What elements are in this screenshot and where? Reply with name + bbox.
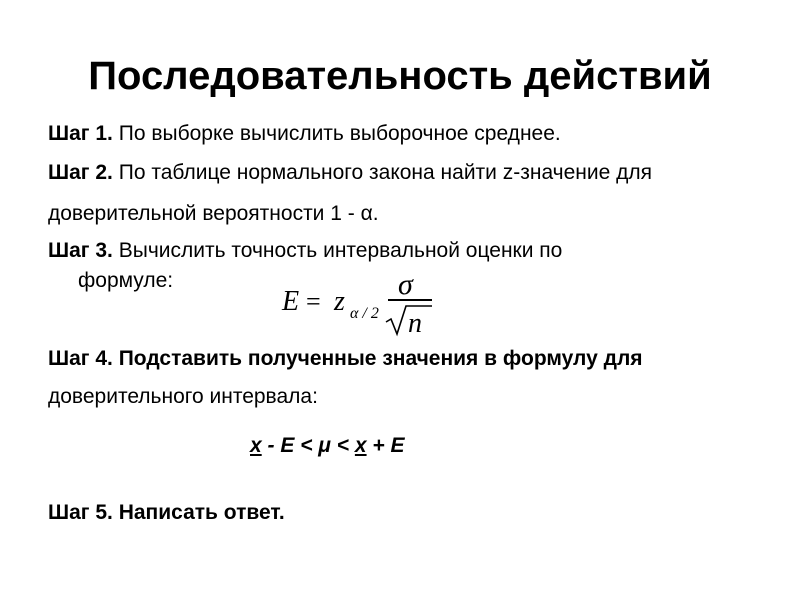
formula-sigma: σ	[398, 268, 413, 301]
formula-subscript: α / 2	[350, 305, 379, 322]
step-3-label: Шаг 3.	[48, 239, 113, 262]
step-1-text: По выборке вычислить выборочное среднее.	[112, 122, 561, 145]
step-4-continuation: доверительного интервала:	[48, 385, 318, 408]
inequality-end: + E	[366, 434, 405, 457]
step-5-line	[48, 500, 285, 526]
slide-title: Последовательность действий	[88, 54, 712, 98]
step-3-text: Вычислить точность интервальной оценки по	[112, 239, 563, 262]
sample-mean-x-left: x	[250, 434, 262, 457]
precision-formula	[280, 268, 440, 338]
formula-n: n	[408, 308, 422, 338]
formula-lhs: E	[282, 286, 300, 317]
step-2-label: Шаг 2.	[48, 161, 113, 184]
step-1-label: Шаг 1.	[48, 122, 113, 145]
formula-z: z	[334, 286, 345, 317]
step-4-line	[48, 346, 643, 372]
sample-mean-x-right: x	[354, 434, 367, 457]
confidence-interval-formula	[250, 434, 405, 458]
step-2-text: По таблице нормального закона найти z-значение для	[112, 161, 653, 184]
step-2-line	[48, 160, 652, 186]
step-4-text: Шаг 4. Подставить полученные значения в формулу для	[48, 347, 643, 370]
formula-equals: =	[306, 287, 321, 316]
step-2-continuation: доверительной вероятности 1 - α.	[48, 202, 379, 225]
step-1-line	[48, 121, 561, 147]
inequality-middle: - E < μ <	[261, 434, 355, 457]
step-3-line	[48, 238, 562, 264]
step-3-continuation: формуле:	[78, 269, 174, 292]
step-5-text: Шаг 5. Написать ответ.	[48, 501, 285, 524]
